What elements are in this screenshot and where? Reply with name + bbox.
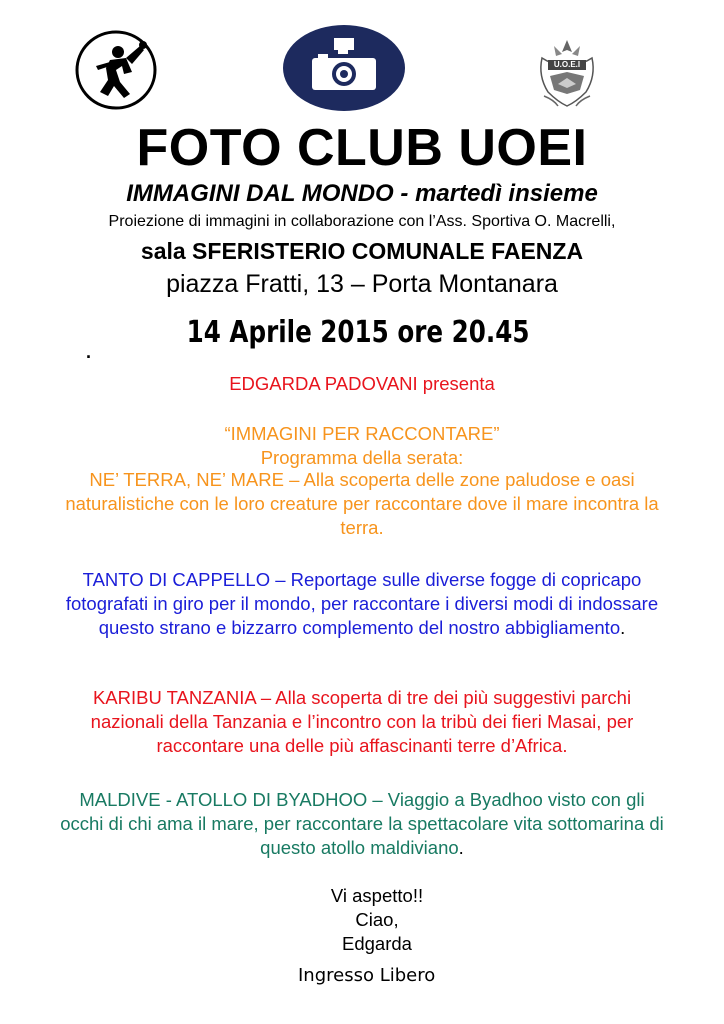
venue-name: sala SFERISTERIO COMUNALE FAENZA	[140, 238, 584, 264]
crest-label: U.O.E.I	[553, 60, 581, 69]
program-item-cappello	[60, 568, 664, 640]
camera-icon	[282, 24, 406, 112]
event-subtitle	[0, 180, 724, 208]
venue-address: piazza Fratti, 13 – Porta Montanara	[166, 270, 558, 298]
uoei-crest-icon	[534, 36, 600, 108]
closing-line-2: Ciao,	[355, 909, 399, 930]
program-item-tanzania: KARIBU TANZANIA – Alla scoperta di tre dei più suggestivi parchi nazionali della Tanzania e l’incontro con la tribù dei fieri Masai, per raccontare una delle più affascinanti terre d’Africa.	[90, 687, 634, 756]
program-title: “IMMAGINI PER RACCONTARE”	[224, 423, 500, 444]
closing-line-1: Vi aspetto!!	[330, 885, 424, 906]
event-datetime: 14 Aprile 2015 ore 20.45	[186, 315, 530, 350]
presenter-name: EDGARDA PADOVANI	[229, 373, 418, 394]
closing-line-3: Edgarda	[342, 933, 412, 954]
program-item-maldive	[60, 788, 664, 860]
program-item-text: TANTO DI CAPPELLO – Reportage sulle diverse fogge di copricapo fotografati in giro per il mondo, per raccontare i diversi modi di indossare questo strano e bizzarro complemento del nostro abbigliamento	[65, 569, 659, 638]
program-item-text: MALDIVE - ATOLLO DI BYADHOO – Viaggio a Byadhoo visto con gli occhi di chi ama il mare, per raccontare la spettacolare vita sottomarina di questo atollo maldiviano	[60, 789, 664, 858]
page-title: FOTO CLUB UOEI	[136, 119, 588, 177]
presenta-word: presenta	[417, 373, 495, 394]
item-period: .	[458, 837, 464, 858]
item-period: .	[620, 617, 626, 638]
subtitle-day: - martedì insieme	[393, 180, 598, 207]
program-heading: Programma della serata:	[260, 447, 464, 468]
program-item-terra-mare: NE’ TERRA, NE’ MARE – Alla scoperta delle zone paludose e oasi naturalistiche con le loro creature per raccontare dove il mare incontra la terra.	[65, 469, 659, 538]
closing-signature	[0, 884, 724, 956]
collaboration-note: Proiezione di immagini in collaborazione con l’Ass. Sportiva O. Macrelli,	[108, 213, 616, 230]
subtitle-series: IMMAGINI DAL MONDO	[126, 180, 394, 207]
free-entry-note: Ingresso Libero	[298, 965, 436, 986]
presenter-line	[0, 372, 724, 396]
athlete-emblem-icon	[70, 22, 162, 114]
stray-dot: .	[86, 342, 92, 362]
